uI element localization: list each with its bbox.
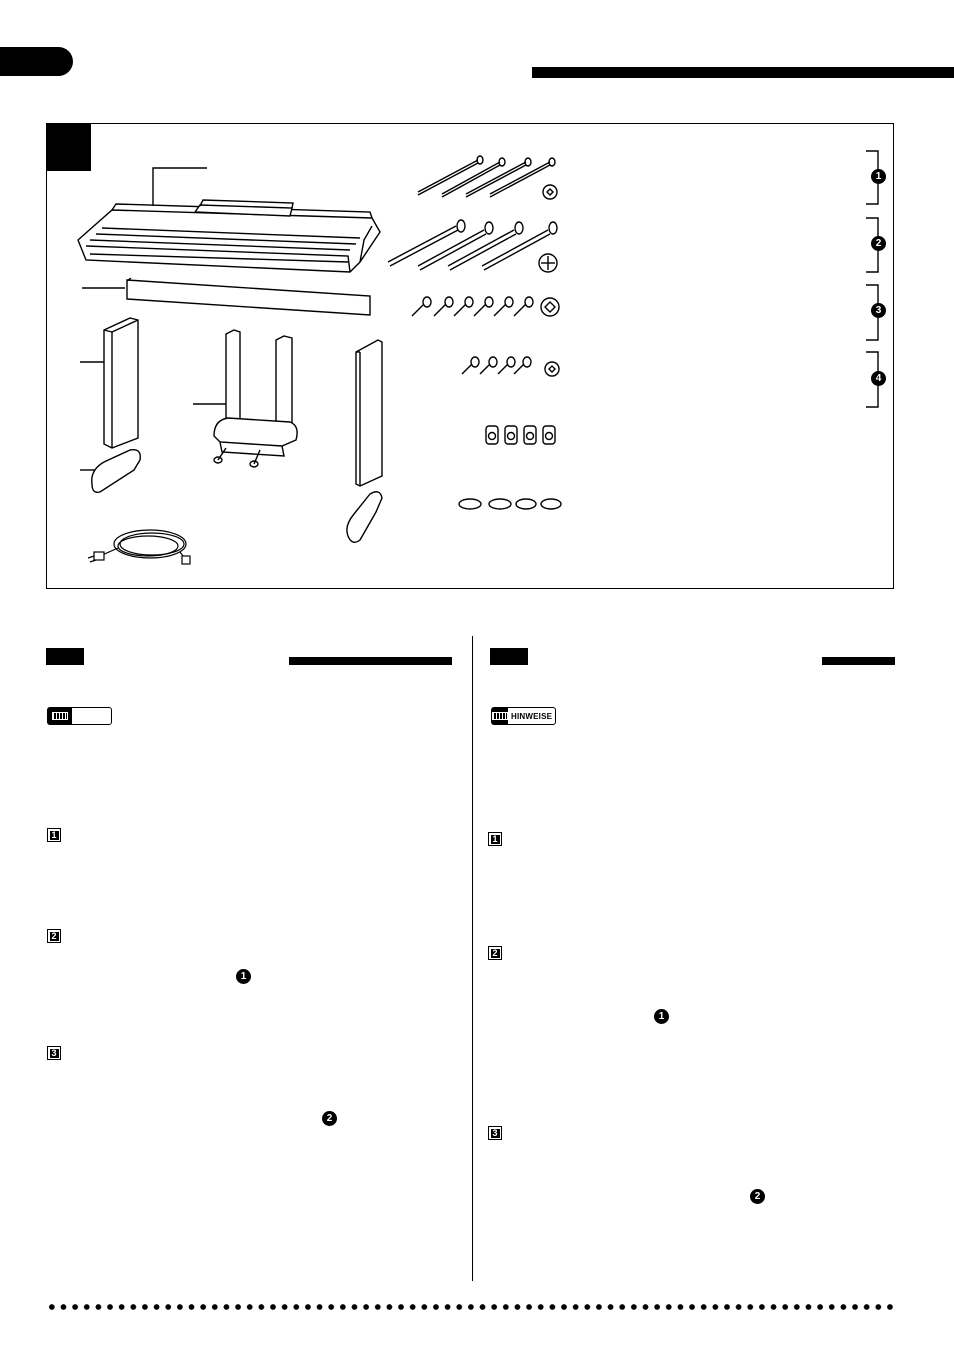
right-section-rule xyxy=(822,657,895,665)
left-note-badge xyxy=(47,707,112,725)
screw-set-1-drawing xyxy=(418,156,557,199)
power-cord-drawing xyxy=(88,530,190,564)
right-foot-drawing xyxy=(347,492,382,543)
footer-dotted-rule xyxy=(46,1302,896,1312)
pedal-box-drawing xyxy=(214,330,297,467)
left-step2-group-ref: 1 xyxy=(236,969,251,984)
group-marker-2: 2 xyxy=(871,236,886,251)
back-board-drawing xyxy=(127,278,370,315)
left-foot-drawing xyxy=(92,450,141,493)
right-note-label: HINWEISE xyxy=(511,711,553,721)
right-step2-group-ref: 1 xyxy=(654,1009,669,1024)
right-step-1: 1 xyxy=(488,832,502,846)
right-side-panel-drawing xyxy=(356,340,382,486)
left-section-block xyxy=(46,648,84,665)
group-marker-4: 4 xyxy=(871,371,886,386)
parts-illustration xyxy=(0,0,954,600)
screw-set-4-drawing xyxy=(462,357,559,376)
right-note-badge xyxy=(491,707,556,725)
left-step-2: 2 xyxy=(47,929,61,943)
group-marker-3: 3 xyxy=(871,303,886,318)
screw-set-2-drawing xyxy=(388,220,557,272)
right-step-3: 3 xyxy=(488,1126,502,1140)
right-section-block xyxy=(490,648,528,665)
left-step3-group-ref: 2 xyxy=(322,1111,337,1126)
left-step-3: 3 xyxy=(47,1046,61,1060)
left-step-1: 1 xyxy=(47,828,61,842)
screw-set-3-drawing xyxy=(412,297,559,316)
group-brackets xyxy=(866,151,878,407)
keyboard-icon xyxy=(492,708,508,724)
group-marker-1: 1 xyxy=(871,169,886,184)
keyboard-unit-drawing xyxy=(78,200,380,272)
left-section-rule xyxy=(289,657,452,665)
right-step-2: 2 xyxy=(488,946,502,960)
keyboard-icon xyxy=(48,708,72,724)
cam-nuts-drawing xyxy=(486,426,555,444)
column-divider xyxy=(472,636,473,1281)
right-step3-group-ref: 2 xyxy=(750,1189,765,1204)
washers-drawing xyxy=(459,499,561,509)
left-side-panel-drawing xyxy=(104,318,138,448)
